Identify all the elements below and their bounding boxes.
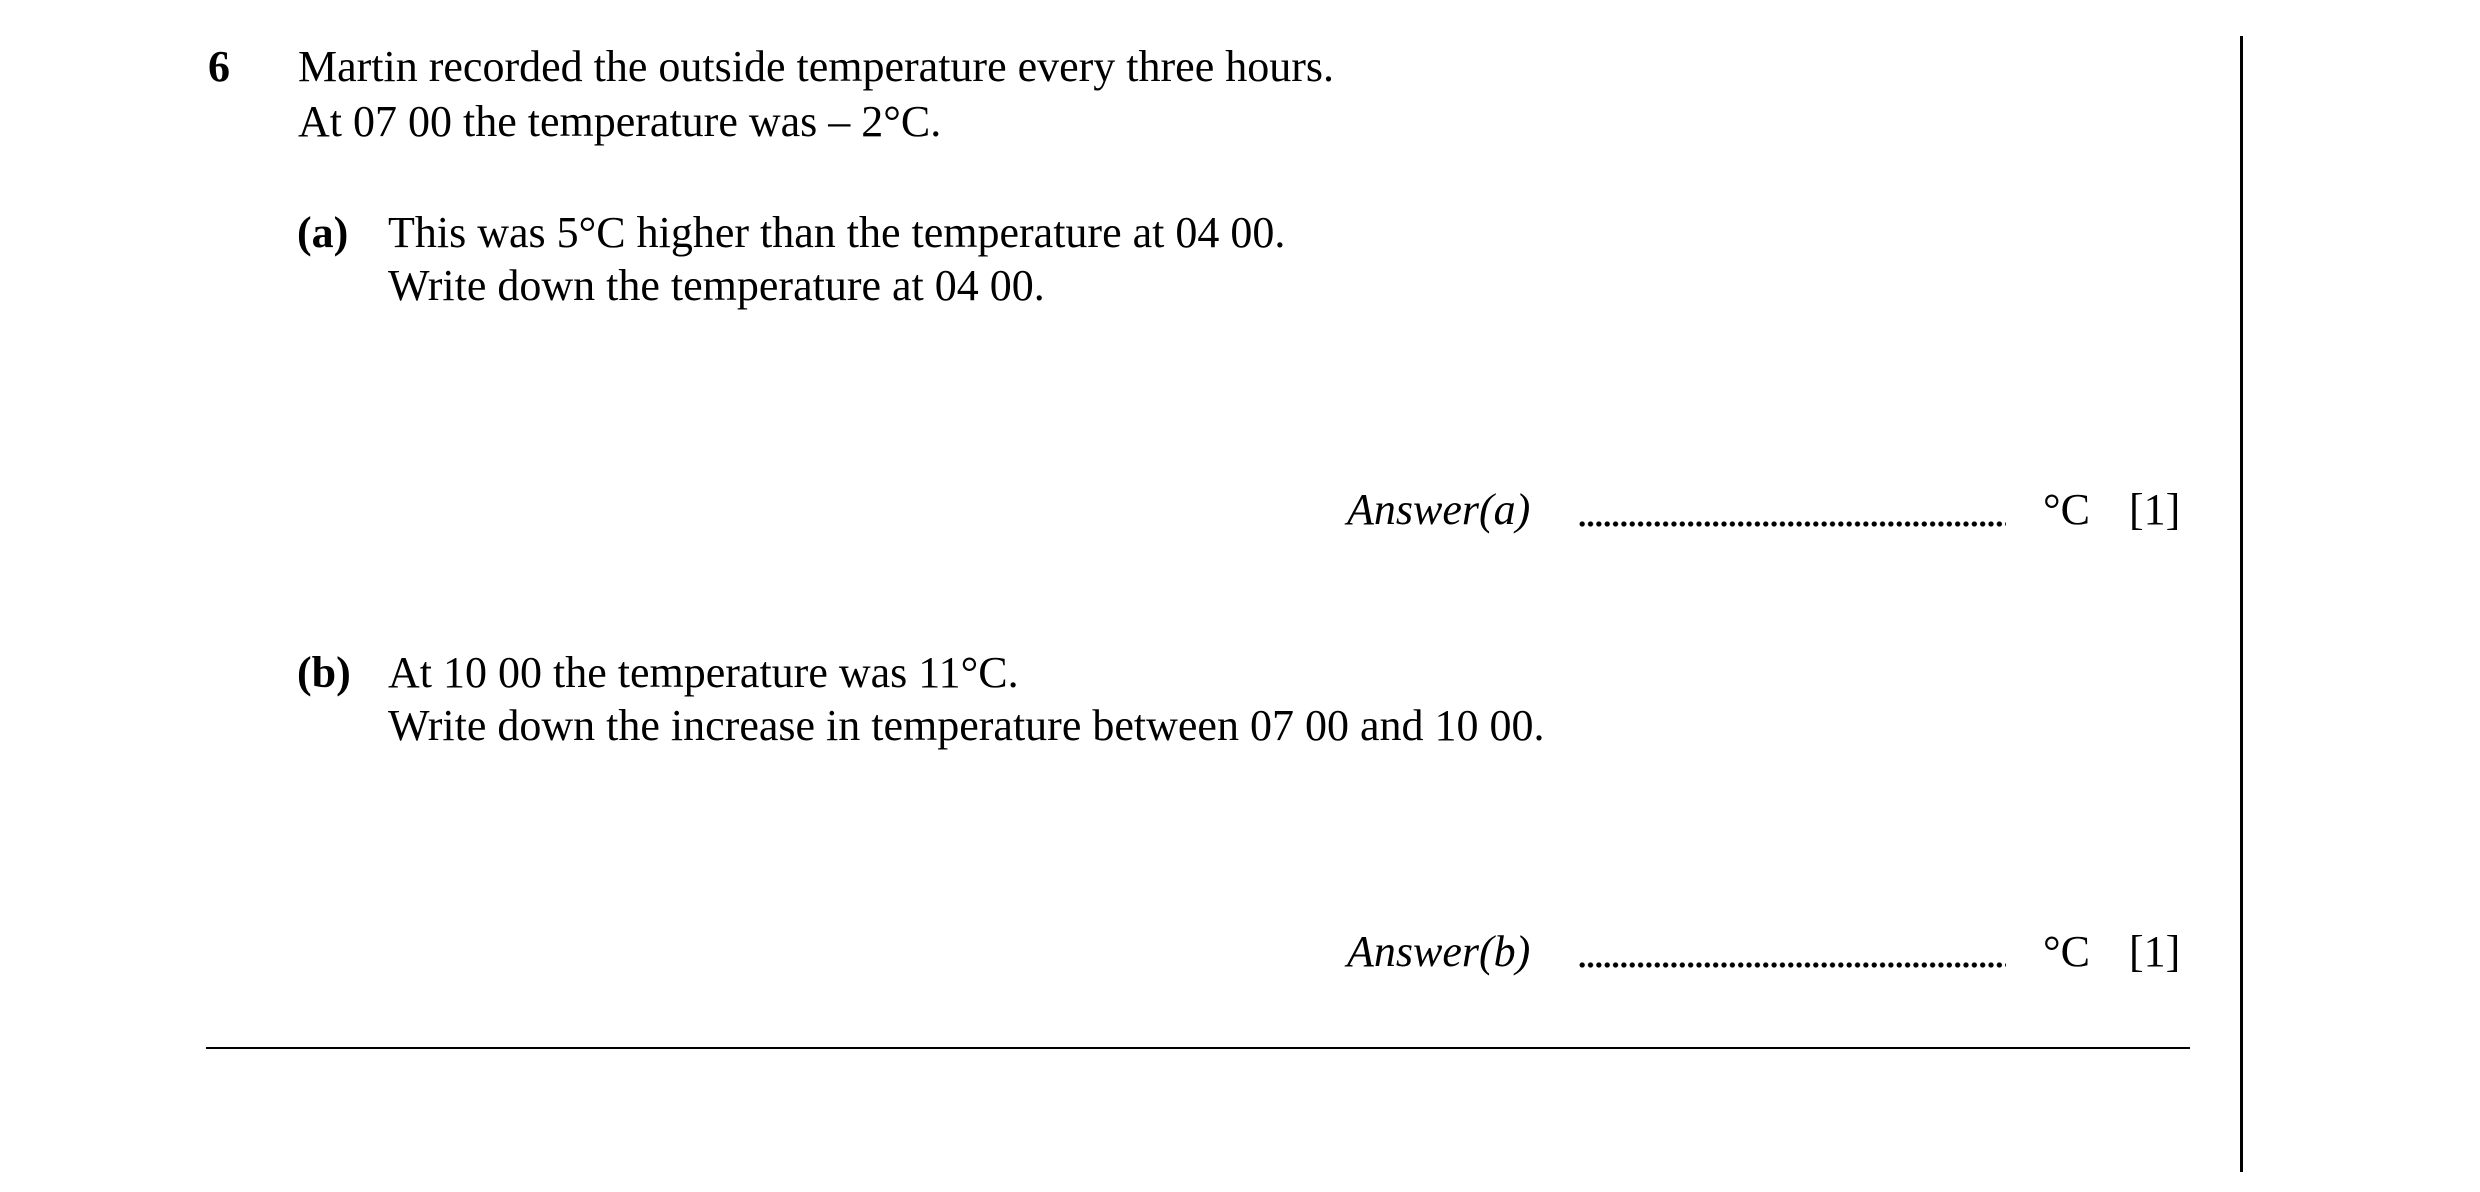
part-a-line2: Write down the temperature at 04 00. xyxy=(388,261,1045,310)
question-separator-line xyxy=(206,1047,2190,1049)
part-a-label: (a) xyxy=(297,208,349,257)
answer-a-unit: °C xyxy=(2043,485,2090,534)
answer-a-marks: [1] xyxy=(2129,485,2181,534)
answer-a-dotted-line[interactable] xyxy=(1578,521,2006,527)
answer-b-label: Answer(b) xyxy=(1347,927,1531,976)
question-intro-line1: Martin recorded the outside temperature every three hours. xyxy=(298,42,1335,91)
question-intro-line2: At 07 00 the temperature was – 2°C. xyxy=(298,97,942,146)
question-number: 6 xyxy=(208,42,230,91)
answer-b-marks: [1] xyxy=(2129,927,2181,976)
part-b-line1: At 10 00 the temperature was 11°C. xyxy=(388,648,1019,697)
part-b-line2: Write down the increase in temperature between 07 00 and 10 00. xyxy=(388,701,1545,750)
part-b-label: (b) xyxy=(297,648,351,697)
answer-b-unit: °C xyxy=(2043,927,2090,976)
answer-b-dotted-line[interactable] xyxy=(1578,962,2006,968)
answer-a-label: Answer(a) xyxy=(1347,485,1531,534)
part-a-line1: This was 5°C higher than the temperature at 04 00. xyxy=(388,208,1286,257)
margin-border-line xyxy=(2240,36,2243,1172)
